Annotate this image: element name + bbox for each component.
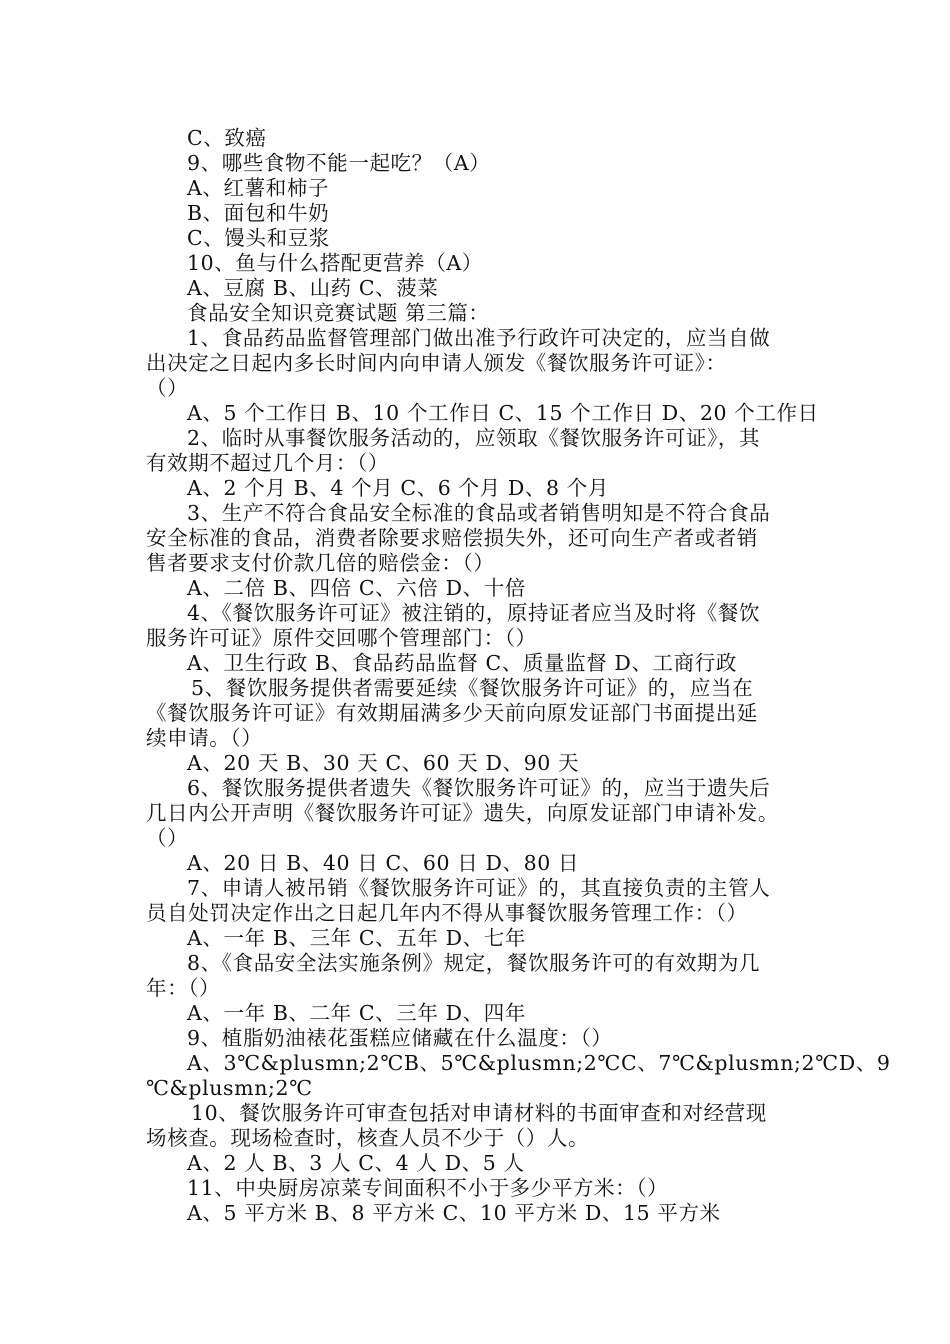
text-line: 7、申请人被吊销《餐饮服务许可证》的，其直接负责的主管人: [187, 876, 771, 900]
text-line: A、2 人 B、3 人 C、4 人 D、5 人: [187, 1151, 525, 1175]
text-line: 安全标准的食品，消费者除要求赔偿损失外，还可向生产者或者销: [146, 526, 758, 550]
text-line: 10、餐饮服务许可审查包括对申请材料的书面审查和对经营现: [191, 1101, 767, 1125]
text-line: 1、食品药品监督管理部门做出准予行政许可决定的，应当自做: [187, 326, 771, 350]
text-line: 11、中央厨房凉菜专间面积不小于多少平方米：（）: [187, 1176, 669, 1200]
text-line: C、馒头和豆浆: [187, 226, 330, 250]
text-line: 3、生产不符合食品安全标准的食品或者销售明知是不符合食品: [187, 501, 771, 525]
text-line: 服务许可证》原件交回哪个管理部门：（）: [146, 626, 537, 650]
text-line: C、致癌: [187, 126, 267, 150]
text-line: A、3℃&plusmn;2℃B、5℃&plusmn;2℃C、7℃&plusmn;2℃D、9: [187, 1051, 891, 1075]
text-line: A、一年 B、二年 C、三年 D、四年: [187, 1001, 526, 1025]
text-line: ℃&plusmn;2℃: [146, 1076, 313, 1100]
section-heading: 食品安全知识竞赛试题 第三篇：: [187, 301, 490, 325]
text-line: 6、餐饮服务提供者遗失《餐饮服务许可证》的，应当于遗失后: [187, 776, 771, 800]
text-line: 4、《餐饮服务许可证》被注销的，原持证者应当及时将《餐饮: [187, 601, 761, 625]
text-line: A、卫生行政 B、食品药品监督 C、质量监督 D、工商行政: [187, 651, 737, 675]
text-line: A、豆腐 B、山药 C、菠菜: [187, 276, 439, 300]
text-line: （）: [146, 376, 189, 400]
text-line: 续申请。（）: [146, 726, 263, 750]
text-line: A、一年 B、三年 C、五年 D、七年: [187, 926, 526, 950]
text-line: 有效期不超过几个月：（）: [146, 451, 389, 475]
text-line: 《餐饮服务许可证》有效期届满多少天前向原发证部门书面提出延: [146, 701, 758, 725]
text-line: 2、临时从事餐饮服务活动的，应领取《餐饮服务许可证》，其: [187, 426, 761, 450]
text-line: A、20 天 B、30 天 C、60 天 D、90 天: [187, 751, 580, 775]
text-line: A、5 平方米 B、8 平方米 C、10 平方米 D、15 平方米: [187, 1201, 721, 1225]
text-line: 出决定之日起内多长时间内向申请人颁发《餐饮服务许可证》：: [146, 351, 727, 375]
text-line: 8、《食品安全法实施条例》规定，餐饮服务许可的有效期为几: [187, 951, 761, 975]
text-line: 5、餐饮服务提供者需要延续《餐饮服务许可证》的，应当在: [191, 676, 754, 700]
text-line: B、面包和牛奶: [187, 201, 330, 225]
text-line: A、5 个工作日 B、10 个工作日 C、15 个工作日 D、20 个工作日: [187, 401, 819, 425]
text-line: A、20 日 B、40 日 C、60 日 D、80 日: [187, 851, 580, 875]
text-line: 年：（）: [146, 976, 221, 1000]
text-line: 几日内公开声明《餐饮服务许可证》遗失，向原发证部门申请补发。: [146, 801, 779, 825]
text-line: 售者要求支付价款几倍的赔偿金：（）: [146, 551, 495, 575]
text-line: （）: [146, 826, 189, 850]
text-line: A、二倍 B、四倍 C、六倍 D、十倍: [187, 576, 526, 600]
text-line: 10、鱼与什么搭配更营养（A）: [187, 251, 483, 275]
text-line: 9、植脂奶油裱花蛋糕应储藏在什么温度：（）: [187, 1026, 613, 1050]
text-line: 场核查。现场检查时，核查人员不少于（）人。: [146, 1126, 590, 1150]
text-line: 9、哪些食物不能一起吃？（A）: [187, 151, 491, 175]
text-line: A、红薯和柿子: [187, 176, 330, 200]
text-line: A、2 个月 B、4 个月 C、6 个月 D、8 个月: [187, 476, 609, 500]
text-line: 员自处罚决定作出之日起几年内不得从事餐饮服务管理工作：（）: [146, 901, 748, 925]
